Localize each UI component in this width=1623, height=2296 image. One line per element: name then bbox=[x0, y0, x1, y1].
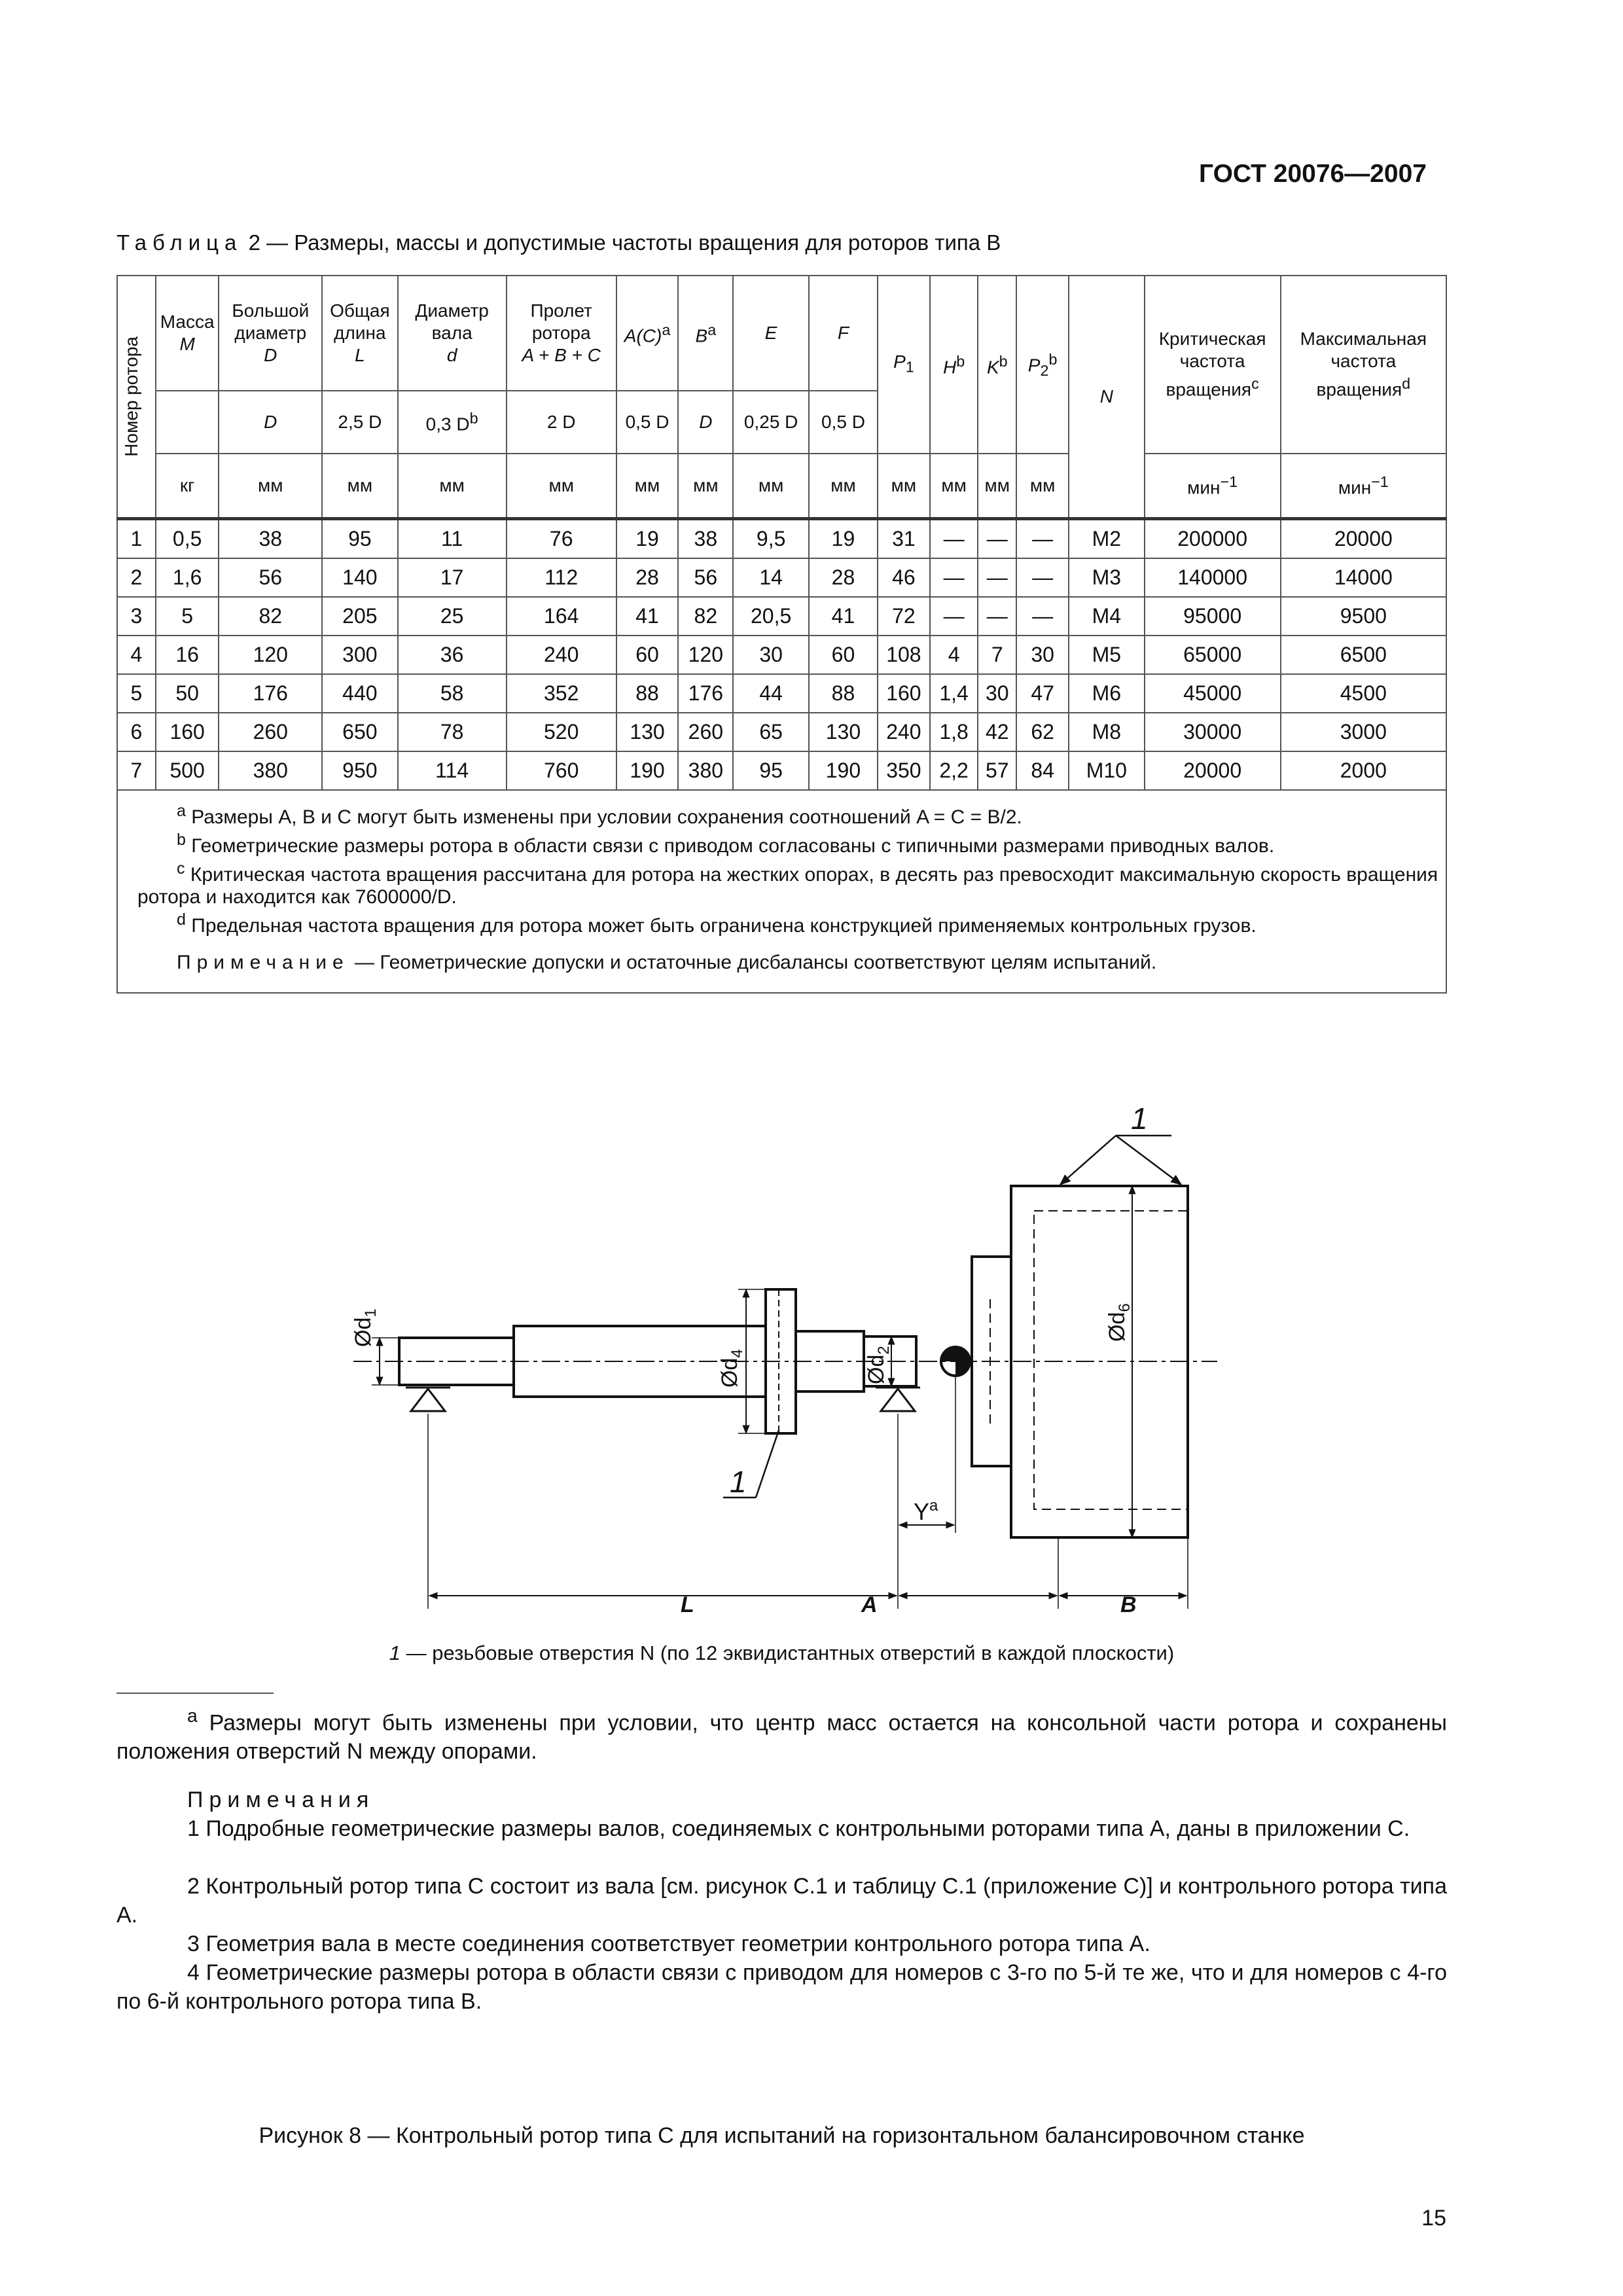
col-b-symbol: B bbox=[695, 325, 708, 346]
col-p1-sub: 1 bbox=[905, 358, 914, 376]
support-right bbox=[876, 1388, 920, 1411]
label-1-bottom: 1 bbox=[730, 1465, 747, 1499]
table-footnote bbox=[137, 908, 1442, 937]
table-cell: 260 bbox=[678, 713, 733, 751]
table-cell: 88 bbox=[616, 674, 679, 713]
table-cell: — bbox=[1016, 597, 1069, 636]
table-cell: 17 bbox=[398, 558, 507, 597]
col-k-sup: b bbox=[999, 353, 1008, 370]
unit-cell bbox=[1145, 454, 1281, 519]
col-p1-header bbox=[878, 276, 930, 454]
table-caption-text: 2 — Размеры, массы и допустимые частоты вращения для роторов типа В bbox=[248, 230, 1001, 255]
table-body bbox=[117, 519, 1446, 791]
table-cell: 190 bbox=[809, 751, 878, 790]
col-p2-sub: 2 bbox=[1040, 361, 1049, 379]
col-a-sup: a bbox=[662, 321, 671, 339]
col-shaft-diam-label: Диаметр bbox=[415, 300, 489, 321]
col-total-len-label2: длина bbox=[334, 323, 386, 343]
table-cell: 2,2 bbox=[930, 751, 978, 790]
col-b-sup: a bbox=[707, 321, 717, 339]
table-cell: 78 bbox=[398, 713, 507, 751]
table-cell: 130 bbox=[616, 713, 679, 751]
col-b-header bbox=[678, 276, 733, 391]
table-cell: 84 bbox=[1016, 751, 1069, 790]
rotor-drawing bbox=[327, 1060, 1276, 1630]
relation-sup: b bbox=[469, 409, 478, 427]
footnote-divider bbox=[116, 1693, 274, 1694]
table-cell: 950 bbox=[322, 751, 398, 790]
note-3 bbox=[116, 1929, 1447, 1958]
table-cell: 44 bbox=[733, 674, 809, 713]
label-B: B bbox=[1120, 1592, 1137, 1617]
col-max-label: Максимальная bbox=[1300, 329, 1427, 350]
table-cell: 30 bbox=[733, 636, 809, 674]
relation-value: D bbox=[264, 412, 277, 432]
unit-cell bbox=[1281, 454, 1446, 519]
table-cell: 4 bbox=[117, 636, 156, 674]
table-cell: 440 bbox=[322, 674, 398, 713]
col-f-header bbox=[809, 276, 878, 391]
col-e-header bbox=[733, 276, 809, 391]
col-max-sup: d bbox=[1402, 375, 1411, 393]
table-cell: 38 bbox=[678, 519, 733, 559]
table-cell: 1,6 bbox=[156, 558, 219, 597]
row-number-header-cell bbox=[117, 276, 156, 519]
label-d4: $Ød_4$ bbox=[717, 1349, 746, 1388]
table-cell: 20,5 bbox=[733, 597, 809, 636]
table-cell: 19 bbox=[616, 519, 679, 559]
col-crit-label2: частота bbox=[1179, 351, 1245, 372]
table-cell: 16 bbox=[156, 636, 219, 674]
relation-value: 0,5 D bbox=[625, 412, 669, 432]
table-cell: 56 bbox=[219, 558, 322, 597]
table-cell: M2 bbox=[1069, 519, 1145, 559]
table-cell: 7 bbox=[117, 751, 156, 790]
col-span-label: Пролет bbox=[530, 300, 592, 321]
note-text: 3 Геометрия вала в месте соединения соответствует геометрии контрольного ротора типа А. bbox=[187, 1931, 1150, 1956]
table-cell: 19 bbox=[809, 519, 878, 559]
col-crit-label3: вращения bbox=[1166, 379, 1252, 400]
table-cell: 14000 bbox=[1281, 558, 1446, 597]
col-max-label2: частота bbox=[1330, 351, 1397, 372]
unit-cell: мм bbox=[878, 454, 930, 519]
support-left bbox=[406, 1388, 450, 1411]
table-cell: 38 bbox=[219, 519, 322, 559]
relation-cell bbox=[733, 391, 809, 454]
rotor-spec-table bbox=[116, 275, 1447, 994]
table-cell: 2000 bbox=[1281, 751, 1446, 790]
unit-cell: мм bbox=[678, 454, 733, 519]
table-cell: 76 bbox=[507, 519, 616, 559]
table-cell: 50 bbox=[156, 674, 219, 713]
table-cell: — bbox=[978, 558, 1016, 597]
note-2 bbox=[116, 1872, 1447, 1929]
table-cell: 1,4 bbox=[930, 674, 978, 713]
table-cell: 95 bbox=[733, 751, 809, 790]
label-d6: $Ød_6$ bbox=[1105, 1303, 1133, 1342]
table-cell: 2 bbox=[117, 558, 156, 597]
unit-cell: мм bbox=[616, 454, 679, 519]
table-cell: 205 bbox=[322, 597, 398, 636]
table-cell: 176 bbox=[678, 674, 733, 713]
table-cell: 65000 bbox=[1145, 636, 1281, 674]
notes-title-text: Примечания bbox=[187, 1787, 375, 1812]
table-footnote bbox=[137, 829, 1442, 857]
table-cell: 352 bbox=[507, 674, 616, 713]
col-total-len-header bbox=[322, 276, 398, 391]
table-cell: M8 bbox=[1069, 713, 1145, 751]
col-n-header bbox=[1069, 276, 1145, 519]
table-cell: 9,5 bbox=[733, 519, 809, 559]
table-note bbox=[137, 952, 1442, 974]
table-cell: 60 bbox=[809, 636, 878, 674]
col-p2-sup: b bbox=[1048, 350, 1058, 368]
table-cell: 130 bbox=[809, 713, 878, 751]
unit-exp: −1 bbox=[1220, 473, 1238, 490]
relation-cell bbox=[678, 391, 733, 454]
unit-cell: мм bbox=[1016, 454, 1069, 519]
table-row bbox=[117, 636, 1446, 674]
table-cell: 14 bbox=[733, 558, 809, 597]
table-cell: — bbox=[1016, 558, 1069, 597]
table-cell: 260 bbox=[219, 713, 322, 751]
footnote-mark: d bbox=[177, 910, 186, 929]
table-cell: 5 bbox=[117, 674, 156, 713]
footnote-mark: c bbox=[177, 859, 185, 878]
col-n-symbol: N bbox=[1099, 386, 1113, 406]
table-cell: 3 bbox=[117, 597, 156, 636]
note-text: 2 Контрольный ротор типа С состоит из вала [см. рисунок С.1 и таблицу С.1 (приложение С)] и контрольного ротора типа А. bbox=[116, 1874, 1447, 1928]
table-cell: 240 bbox=[507, 636, 616, 674]
table-cell: M10 bbox=[1069, 751, 1145, 790]
table-cell: 240 bbox=[878, 713, 930, 751]
page-number: 15 bbox=[1421, 2206, 1446, 2231]
col-span-header bbox=[507, 276, 616, 391]
col-p2-header bbox=[1016, 276, 1069, 454]
table-cell: 60 bbox=[616, 636, 679, 674]
table-cell: 650 bbox=[322, 713, 398, 751]
unit-text: мин bbox=[1187, 477, 1221, 498]
table-cell: 62 bbox=[1016, 713, 1069, 751]
table-cell: 176 bbox=[219, 674, 322, 713]
unit-cell: мм bbox=[978, 454, 1016, 519]
unit-cell: кг bbox=[156, 454, 219, 519]
col-k-symbol: K bbox=[986, 357, 999, 378]
relation-cell-empty bbox=[156, 391, 219, 454]
relation-value: 0,5 D bbox=[821, 412, 865, 432]
col-max-header bbox=[1281, 276, 1446, 454]
table-cell: 82 bbox=[678, 597, 733, 636]
table-row bbox=[117, 674, 1446, 713]
table-cell: 82 bbox=[219, 597, 322, 636]
col-big-diam-label2: диаметр bbox=[234, 323, 307, 343]
table-cell: 520 bbox=[507, 713, 616, 751]
footnote-text: Геометрические размеры ротора в области связи с приводом согласованы с типичными размерами приводных валов. bbox=[191, 835, 1275, 857]
figure-legend bbox=[116, 1641, 1447, 1665]
table-cell: 65 bbox=[733, 713, 809, 751]
table-cell: 500 bbox=[156, 751, 219, 790]
table-cell: 200000 bbox=[1145, 519, 1281, 559]
table-cell: 160 bbox=[878, 674, 930, 713]
table-cell: 95000 bbox=[1145, 597, 1281, 636]
table-cell: 30000 bbox=[1145, 713, 1281, 751]
table-cell: 120 bbox=[678, 636, 733, 674]
relation-value: 2 D bbox=[546, 412, 576, 432]
col-h-header bbox=[930, 276, 978, 454]
table-cell: 11 bbox=[398, 519, 507, 559]
figure-footnote-text: Размеры могут быть изменены при условии, что центр масс остается на консольной части ротора и сохранены положения отверстий N между опорами. bbox=[116, 1710, 1447, 1765]
relation-cell bbox=[809, 391, 878, 454]
standard-header: ГОСТ 20076—2007 bbox=[1199, 160, 1427, 188]
col-mass-symbol: M bbox=[179, 334, 195, 354]
col-k-header bbox=[978, 276, 1016, 454]
table-cell: 120 bbox=[219, 636, 322, 674]
balance-plane-symbol bbox=[941, 1347, 970, 1376]
col-total-len-label: Общая bbox=[330, 300, 390, 321]
table-cell: 3000 bbox=[1281, 713, 1446, 751]
col-max-label3: вращения bbox=[1316, 379, 1402, 400]
table-cell: 380 bbox=[219, 751, 322, 790]
note-1 bbox=[116, 1814, 1447, 1843]
table-cell: 164 bbox=[507, 597, 616, 636]
label-L: L bbox=[681, 1592, 694, 1617]
table-cell: 5 bbox=[156, 597, 219, 636]
table-cell: 95 bbox=[322, 519, 398, 559]
table-notes bbox=[117, 790, 1446, 993]
col-f-symbol: F bbox=[837, 323, 849, 343]
label-d1: $Ød_1$ bbox=[351, 1308, 380, 1347]
table-cell: 72 bbox=[878, 597, 930, 636]
table-cell: 380 bbox=[678, 751, 733, 790]
table-cell: 41 bbox=[616, 597, 679, 636]
unit-cell: мм bbox=[322, 454, 398, 519]
table-cell: 42 bbox=[978, 713, 1016, 751]
note-4 bbox=[116, 1958, 1447, 2016]
col-total-len-symbol: L bbox=[355, 345, 365, 365]
relation-cell bbox=[616, 391, 679, 454]
col-span-label2: ротора bbox=[531, 323, 591, 343]
table-cell: 47 bbox=[1016, 674, 1069, 713]
unit-cell: мм bbox=[219, 454, 322, 519]
table-cell: 20000 bbox=[1145, 751, 1281, 790]
col-span-formula: A + B + C bbox=[522, 345, 601, 365]
label-A: A bbox=[861, 1592, 878, 1617]
table-note-word: Примечание bbox=[177, 952, 349, 973]
unit-cell: мм bbox=[507, 454, 616, 519]
table-cell: 114 bbox=[398, 751, 507, 790]
footnote-mark: a bbox=[177, 802, 186, 820]
table-cell: 41 bbox=[809, 597, 878, 636]
table-cell: 58 bbox=[398, 674, 507, 713]
footnote-text: Размеры A, B и C могут быть изменены при условии сохранения соотношений A = C = B/2. bbox=[191, 806, 1022, 828]
relation-cell bbox=[322, 391, 398, 454]
footnote-text: Предельная частота вращения для ротора может быть ограничена конструкцией применяемых контрольных грузов. bbox=[191, 915, 1257, 937]
notes-title bbox=[116, 1785, 1447, 1814]
table-cell: 160 bbox=[156, 713, 219, 751]
table-cell: M3 bbox=[1069, 558, 1145, 597]
table-cell: — bbox=[1016, 519, 1069, 559]
table-cell: 112 bbox=[507, 558, 616, 597]
label-1-top: 1 bbox=[1131, 1102, 1148, 1136]
table-cell: 6500 bbox=[1281, 636, 1446, 674]
unit-cell: мм bbox=[733, 454, 809, 519]
table-cell: 6 bbox=[117, 713, 156, 751]
note-text: 4 Геометрические размеры ротора в области связи с приводом для номеров с 3-го по 5-й те же, что и для номеров с 4-го по 6-й контрольного ротора типа В. bbox=[116, 1960, 1447, 2014]
table-caption bbox=[116, 230, 1458, 255]
table-cell: 28 bbox=[809, 558, 878, 597]
table-cell: 25 bbox=[398, 597, 507, 636]
label-Y: $Y^a$ bbox=[914, 1497, 938, 1525]
table-cell: 0,5 bbox=[156, 519, 219, 559]
table-row bbox=[117, 751, 1446, 790]
row-number-header: Номер ротора bbox=[121, 336, 141, 457]
col-shaft-diam-symbol: d bbox=[446, 345, 457, 365]
table-cell: 4 bbox=[930, 636, 978, 674]
table-cell: — bbox=[930, 519, 978, 559]
table-cell: 88 bbox=[809, 674, 878, 713]
col-p2-symbol: P bbox=[1027, 354, 1041, 375]
table-cell: 45000 bbox=[1145, 674, 1281, 713]
table-cell: 1,8 bbox=[930, 713, 978, 751]
table-cell: 30 bbox=[1016, 636, 1069, 674]
unit-cell: мм bbox=[398, 454, 507, 519]
table-row bbox=[117, 713, 1446, 751]
table-cell: M5 bbox=[1069, 636, 1145, 674]
col-h-symbol: H bbox=[942, 357, 957, 378]
figure-footnote-mark: a bbox=[187, 1706, 198, 1727]
table-cell: 760 bbox=[507, 751, 616, 790]
col-h-sup: b bbox=[956, 353, 965, 370]
table-cell: 9500 bbox=[1281, 597, 1446, 636]
table-cell: M4 bbox=[1069, 597, 1145, 636]
figure-legend-text: — резьбовые отверстия N (по 12 эквидистантных отверстий в каждой плоскости) bbox=[406, 1641, 1175, 1664]
col-crit-label: Критическая bbox=[1158, 329, 1266, 350]
unit-cell: мм bbox=[930, 454, 978, 519]
col-shaft-diam-header bbox=[398, 276, 507, 391]
col-crit-sup: c bbox=[1251, 375, 1259, 393]
col-p1-symbol: P bbox=[893, 351, 906, 372]
table-cell: 36 bbox=[398, 636, 507, 674]
table-row bbox=[117, 597, 1446, 636]
table-row bbox=[117, 519, 1446, 559]
footnote-text: Критическая частота вращения рассчитана для ротора на жестких опорах, в десять раз превосходит максимальную скорость вращения ротора и находится как 7600000/D. bbox=[137, 864, 1438, 908]
table-cell: 7 bbox=[978, 636, 1016, 674]
table-cell: 30 bbox=[978, 674, 1016, 713]
label-d2: $Ød_2$ bbox=[864, 1346, 893, 1384]
footnote-mark: b bbox=[177, 831, 186, 849]
col-shaft-diam-label2: вала bbox=[431, 323, 473, 343]
table-cell: — bbox=[978, 519, 1016, 559]
table-row bbox=[117, 558, 1446, 597]
col-e-symbol: E bbox=[764, 323, 777, 343]
col-mass-label: Масса bbox=[160, 312, 215, 332]
table-cell: 46 bbox=[878, 558, 930, 597]
table-cell: — bbox=[978, 597, 1016, 636]
figure-legend-num: 1 bbox=[389, 1641, 401, 1664]
figure-caption: Рисунок 8 — Контрольный ротор типа С для испытаний на горизонтальном балансировочном станке bbox=[259, 2123, 1305, 2148]
table-cell: 31 bbox=[878, 519, 930, 559]
table-cell: 1 bbox=[117, 519, 156, 559]
col-mass-header bbox=[156, 276, 219, 391]
relation-value: D bbox=[699, 412, 713, 432]
table-cell: 140000 bbox=[1145, 558, 1281, 597]
unit-text: мин bbox=[1338, 477, 1372, 498]
unit-exp: −1 bbox=[1371, 473, 1389, 490]
table-cell: 20000 bbox=[1281, 519, 1446, 559]
figure-footnote bbox=[116, 1702, 1447, 1766]
col-big-diam-label: Большой bbox=[232, 300, 310, 321]
relation-value: 0,25 D bbox=[743, 412, 798, 432]
table-note-text: — Геометрические допуски и остаточные дисбалансы соответствуют целям испытаний. bbox=[355, 952, 1157, 973]
relation-cell bbox=[507, 391, 616, 454]
table-cell: M6 bbox=[1069, 674, 1145, 713]
table-cell: 28 bbox=[616, 558, 679, 597]
table-cell: 190 bbox=[616, 751, 679, 790]
unit-cell: мм bbox=[809, 454, 878, 519]
relation-cell bbox=[398, 391, 507, 454]
col-a-symbol: A(C) bbox=[624, 325, 662, 346]
table-cell: 4500 bbox=[1281, 674, 1446, 713]
table-footnote bbox=[137, 857, 1442, 908]
col-big-diam-symbol: D bbox=[264, 345, 277, 365]
col-big-diam-header bbox=[219, 276, 322, 391]
table-cell: 56 bbox=[678, 558, 733, 597]
relation-value: 0,3 D bbox=[425, 414, 470, 435]
table-footnote bbox=[137, 800, 1442, 829]
table-cell: 108 bbox=[878, 636, 930, 674]
relation-value: 2,5 D bbox=[338, 412, 382, 432]
col-crit-header bbox=[1145, 276, 1281, 454]
table-caption-word: Таблица bbox=[116, 230, 243, 255]
table-cell: 57 bbox=[978, 751, 1016, 790]
table-cell: 350 bbox=[878, 751, 930, 790]
table-cell: 300 bbox=[322, 636, 398, 674]
table-cell: 140 bbox=[322, 558, 398, 597]
table-cell: — bbox=[930, 597, 978, 636]
col-a-header bbox=[616, 276, 679, 391]
relation-cell bbox=[219, 391, 322, 454]
note-text: 1 Подробные геометрические размеры валов, соединяемых с контрольными роторами типа А, даны в приложении С. bbox=[187, 1816, 1410, 1841]
table-cell: — bbox=[930, 558, 978, 597]
